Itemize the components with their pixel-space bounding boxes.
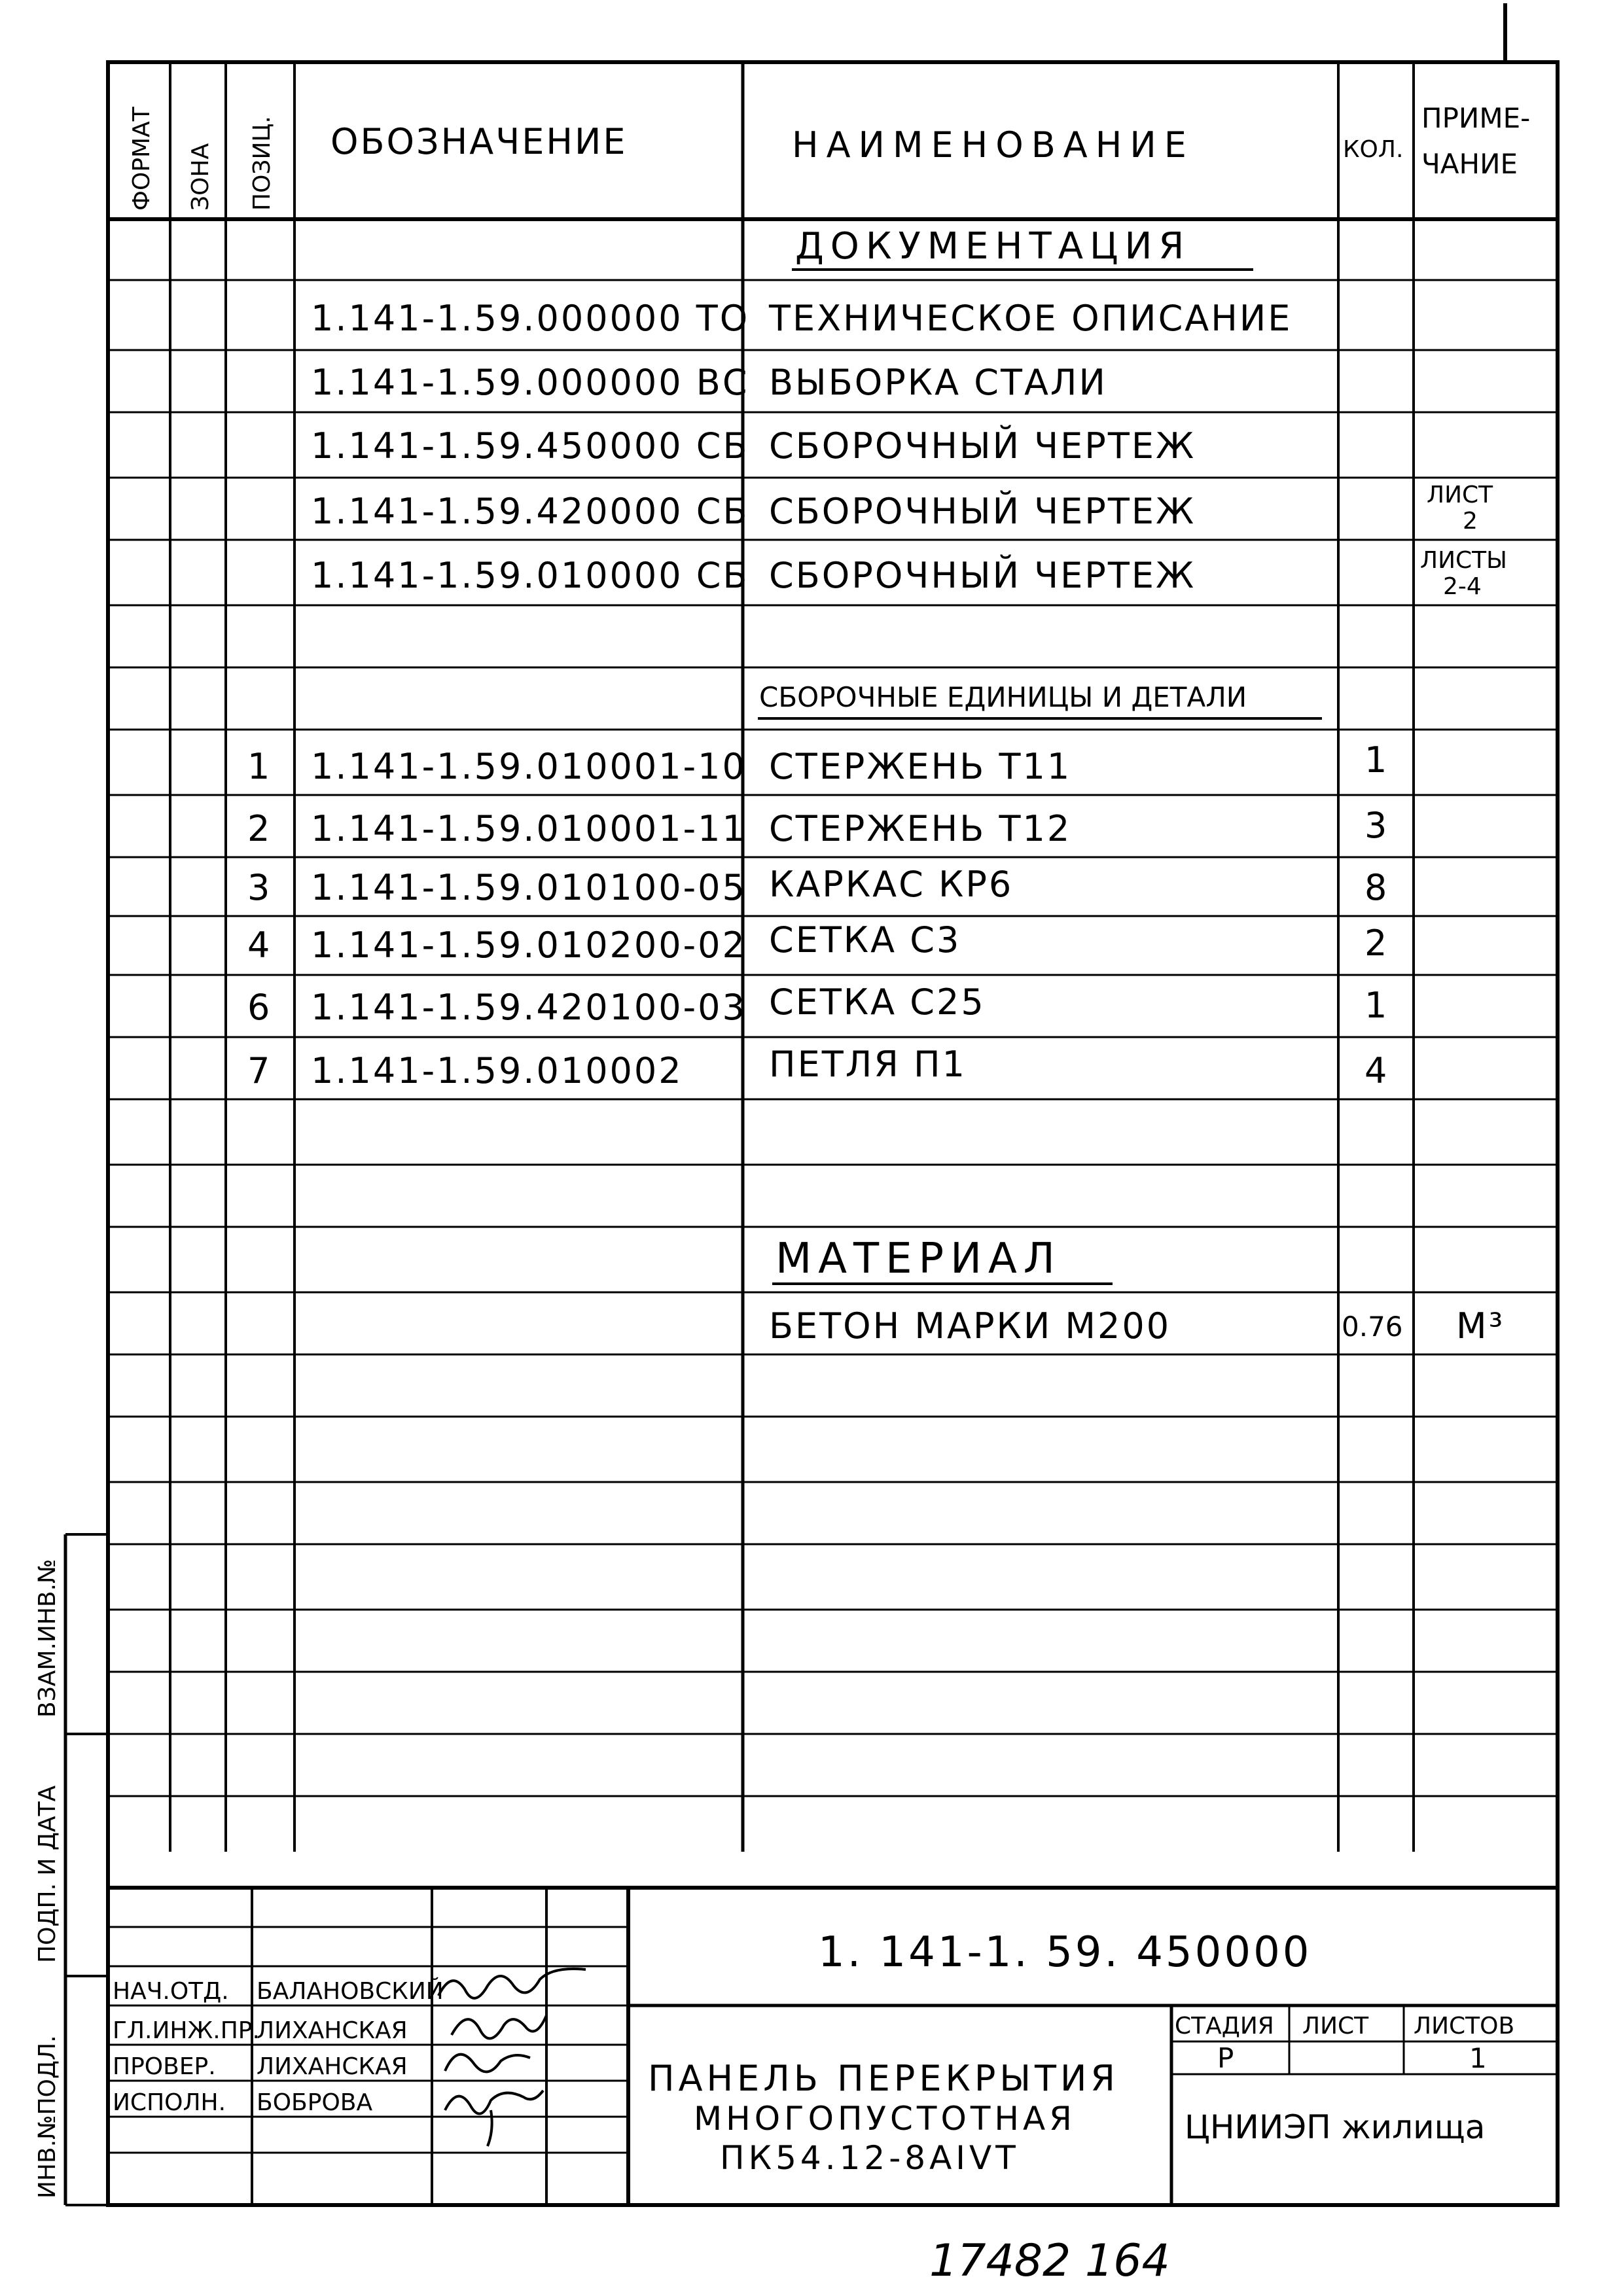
- section-assemblies: СБОРОЧНЫЕ ЕДИНИЦЫ И ДЕТАЛИ: [759, 681, 1247, 713]
- signer-3-name: ЛИХАНСКАЯ: [257, 2053, 408, 2080]
- section-material: МАТЕРИАЛ: [776, 1235, 1061, 1283]
- material-row-name: БЕТОН МАРКИ М200: [769, 1305, 1171, 1347]
- header-zone: ЗОНА: [187, 143, 214, 211]
- header-position: ПОЗИЦ.: [249, 116, 276, 211]
- part-row-6-designation: 1.141-1.59.010002: [311, 1050, 683, 1091]
- signer-1-role: НАЧ.ОТД.: [113, 1978, 229, 2005]
- signer-4-name: БОБРОВА: [257, 2089, 373, 2116]
- part-row-6-pos: 7: [247, 1050, 272, 1091]
- signer-3-role: ПРОВЕР.: [113, 2053, 216, 2080]
- part-row-2-pos: 2: [247, 808, 272, 849]
- title-line-2: МНОГОПУСТОТНАЯ: [694, 2100, 1076, 2138]
- header-quantity: КОЛ.: [1343, 136, 1404, 163]
- sheets-label: ЛИСТОВ: [1414, 2013, 1515, 2040]
- document-rows: [311, 298, 1507, 600]
- signature-4: [445, 2091, 543, 2146]
- title-line-1: ПАНЕЛЬ ПЕРЕКРЫТИЯ: [648, 2058, 1119, 2099]
- sheet-label: ЛИСТ: [1302, 2013, 1369, 2040]
- document-row-2-name: ВЫБОРКА СТАЛИ: [769, 362, 1107, 403]
- part-row-3-name: КАРКАС КР6: [769, 864, 1014, 905]
- document-row-5-note-line1: ЛИСТЫ: [1420, 547, 1507, 574]
- part-row-4-qty: 2: [1364, 923, 1389, 964]
- stage-label: СТАДИЯ: [1175, 2013, 1274, 2040]
- material-row-unit: М³: [1456, 1305, 1505, 1347]
- sheets-value: 1: [1469, 2042, 1487, 2074]
- part-row-3-designation: 1.141-1.59.010100-05: [311, 867, 747, 908]
- title-line-3: ПК54.12-8АIVТ: [720, 2139, 1020, 2177]
- stage-value: Р: [1217, 2042, 1234, 2074]
- part-row-1-qty: 1: [1364, 739, 1389, 781]
- document-row-3-designation: 1.141-1.59.450000 СБ: [311, 425, 749, 467]
- part-row-6-qty: 4: [1364, 1050, 1389, 1091]
- title-lines: [648, 2058, 1119, 2177]
- part-row-2-designation: 1.141-1.59.010001-11: [311, 808, 747, 849]
- part-row-6-name: ПЕТЛЯ П1: [769, 1044, 967, 1085]
- header-note-line1: ПРИМЕ-: [1421, 102, 1531, 134]
- left-margin-vzam-inv: ВЗАМ.ИНВ.№: [34, 1559, 61, 1718]
- document-row-4-designation: 1.141-1.59.420000 СБ: [311, 491, 749, 532]
- signer-1-name: БАЛАНОВСКИЙ: [257, 1978, 444, 2005]
- part-row-4-name: СЕТКА С3: [769, 919, 961, 961]
- signer-4-role: ИСПОЛН.: [113, 2089, 226, 2116]
- doc-number: 1. 141-1. 59. 450000: [818, 1928, 1312, 1977]
- document-row-1-name: ТЕХНИЧЕСКОЕ ОПИСАНИЕ: [769, 298, 1293, 339]
- signer-2-role: ГЛ.ИНЖ.ПР.: [113, 2017, 260, 2044]
- header-designation: ОБОЗНАЧЕНИЕ: [330, 121, 628, 162]
- part-row-1-pos: 1: [247, 746, 272, 787]
- part-row-5-name: СЕТКА С25: [769, 981, 986, 1023]
- document-row-4-note-line2: 2: [1463, 508, 1478, 535]
- part-row-3-qty: 8: [1364, 867, 1389, 908]
- part-row-1-designation: 1.141-1.59.010001-10: [311, 746, 747, 787]
- part-row-1-name: СТЕРЖЕНЬ Т11: [769, 746, 1072, 787]
- part-row-5-pos: 6: [247, 987, 272, 1028]
- document-row-3-name: СБОРОЧНЫЙ ЧЕРТЕЖ: [769, 425, 1196, 467]
- document-row-5-designation: 1.141-1.59.010000 СБ: [311, 555, 749, 596]
- section-documentation: ДОКУМЕНТАЦИЯ: [795, 225, 1191, 268]
- document-row-1-designation: 1.141-1.59.000000 ТО: [311, 298, 750, 339]
- part-row-5-qty: 1: [1364, 985, 1389, 1026]
- part-row-3-pos: 3: [247, 867, 272, 908]
- signature-table: [113, 1969, 586, 2146]
- left-margin-podp-data: ПОДП. И ДАТА: [34, 1785, 61, 1963]
- left-margin-strip: [65, 1534, 108, 2205]
- document-row-5-name: СБОРОЧНЫЙ ЧЕРТЕЖ: [769, 555, 1196, 596]
- document-row-5-note-line2: 2-4: [1443, 573, 1482, 600]
- signature-3: [445, 2055, 530, 2072]
- header-name: НАИМЕНОВАНИЕ: [792, 124, 1194, 166]
- header-note-line2: ЧАНИЕ: [1421, 148, 1518, 180]
- part-row-5-designation: 1.141-1.59.420100-03: [311, 987, 747, 1028]
- document-row-4-note-line1: ЛИСТ: [1427, 482, 1493, 508]
- header-format: ФОРМАТ: [128, 107, 155, 211]
- stage-table: [1175, 2013, 1514, 2074]
- signature-1: [438, 1969, 586, 1998]
- part-row-2-qty: 3: [1364, 805, 1389, 846]
- part-row-2-name: СТЕРЖЕНЬ Т12: [769, 808, 1072, 849]
- left-margin-inv-podl: ИНВ.№ПОДЛ.: [34, 2035, 61, 2199]
- organization-name: ЦНИИЭП жилища: [1185, 2108, 1486, 2146]
- signature-2: [452, 2015, 546, 2038]
- document-row-4-name: СБОРОЧНЫЙ ЧЕРТЕЖ: [769, 491, 1196, 532]
- part-row-4-pos: 4: [247, 925, 272, 966]
- signer-2-name: ЛИХАНСКАЯ: [257, 2017, 408, 2044]
- document-row-2-designation: 1.141-1.59.000000 ВС: [311, 362, 749, 403]
- footer-numbers: 17482 164: [929, 2235, 1170, 2287]
- material-row-qty: 0.76: [1342, 1311, 1403, 1343]
- part-row-4-designation: 1.141-1.59.010200-02: [311, 925, 747, 966]
